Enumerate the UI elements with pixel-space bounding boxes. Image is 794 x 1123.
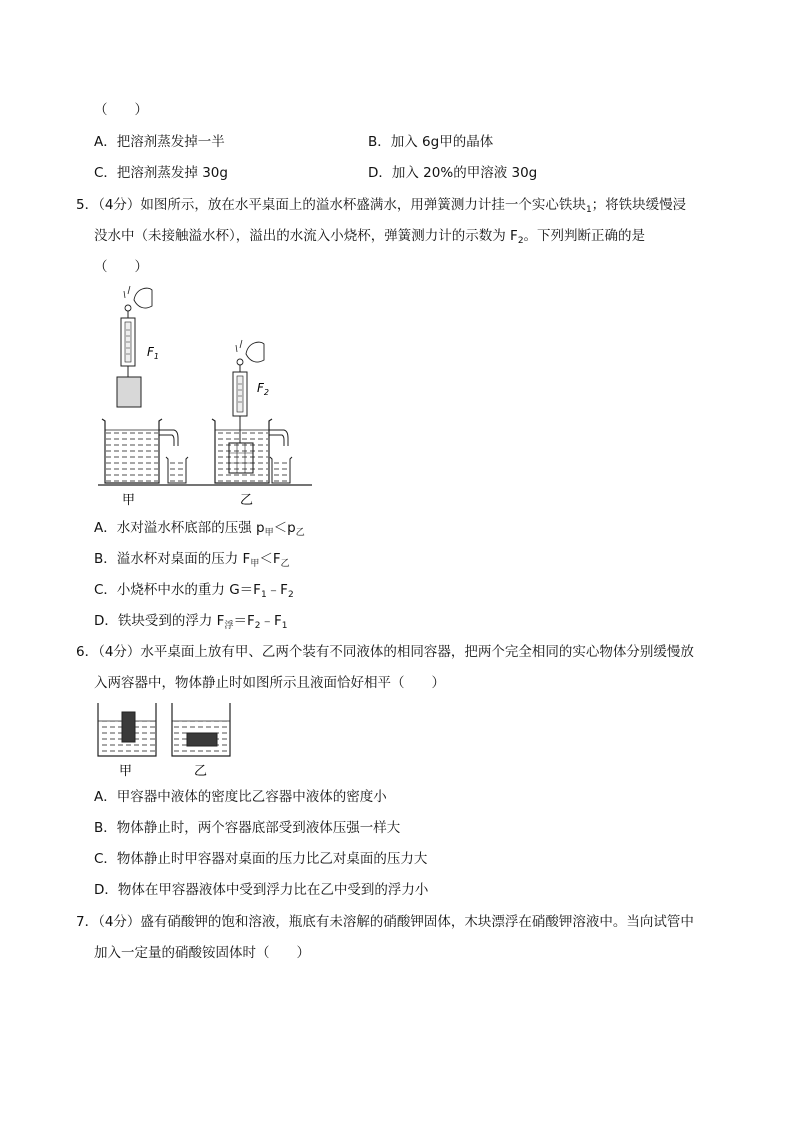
hand-icon-left: [124, 286, 152, 311]
q5-option-d: D．铁块受到的浮力 $F_浮=F_2﹣F_1$: [94, 613, 288, 631]
iron-block-left: [117, 377, 141, 407]
spring-scale-left: [121, 311, 135, 377]
q4-option-c: C．把溶剂蒸发掉 30g: [94, 165, 228, 181]
q7-stem-line1: 7．（4分）盛有硝酸钾的饱和溶液，瓶底有未溶解的硝酸钾固体，木块漂浮在硝酸钾溶液中。当向试管中: [76, 914, 694, 930]
label-yi-q6: 乙: [194, 764, 208, 779]
q6-option-b: B．物体静止时，两个容器底部受到液体压强一样大: [94, 820, 401, 836]
object-yi: [187, 733, 217, 746]
q4-paren: （ ）: [94, 102, 148, 118]
q5-stem-line2: 没水中（未接触溢水杯），溢出的水流入小烧杯，弹簧测力计的示数为 $F_2$。下列判断正确的是: [94, 228, 646, 246]
q5-option-b: B．溢水杯对桌面的压力 $F_甲<F_乙$: [94, 551, 290, 569]
object-jia: [122, 712, 135, 742]
q6-stem-line2: 入两容器中，物体静止时如图所示且液面恰好相平（ ）: [94, 675, 445, 691]
small-beaker-left: [166, 457, 188, 483]
f2-label: $F_2$: [257, 381, 269, 397]
label-jia-q6: 甲: [119, 764, 133, 779]
hand-icon-right: [236, 340, 264, 365]
small-beaker-right: [270, 457, 292, 483]
q7-stem-line2: 加入一定量的硝酸铵固体时（ ）: [94, 945, 310, 961]
overflow-cup-left: [102, 419, 178, 483]
q5-stem-line1: 5．（4分）如图所示，放在水平桌面上的溢水杯盛满水，用弹簧测力计挂一个实心铁块$_1$；将铁块缓慢浸: [76, 197, 687, 215]
q4-option-d: D．加入 20%的甲溶液 30g: [368, 165, 538, 181]
q4-option-b: B．加入 6g甲的晶体: [368, 134, 494, 150]
q5-paren: （ ）: [94, 259, 148, 275]
q5-option-a: A．水对溢水杯底部的压强 $p_甲<p_乙$: [94, 520, 305, 538]
label-jia-q5: 甲: [122, 493, 136, 508]
q6-figure: [94, 700, 244, 782]
label-yi-q5: 乙: [240, 493, 254, 508]
container-jia: [98, 703, 156, 756]
f1-label: $F_1$: [147, 345, 159, 361]
q4-option-a: A．把溶剂蒸发掉一半: [94, 134, 225, 150]
q6-option-c: C．物体静止时甲容器对桌面的压力比乙对桌面的压力大: [94, 851, 428, 867]
q5-figure: [90, 280, 320, 510]
q5-option-c: C．小烧杯中水的重力 $G=F_1﹣F_2$: [94, 582, 294, 600]
q6-stem-line1: 6．（4分）水平桌面上放有甲、乙两个装有不同液体的相同容器，把两个完全相同的实心物体分别缓慢放: [76, 644, 694, 660]
q6-option-a: A．甲容器中液体的密度比乙容器中液体的密度小: [94, 789, 387, 805]
q6-option-d: D．物体在甲容器液体中受到浮力比在乙中受到的浮力小: [94, 882, 429, 898]
container-yi: [172, 703, 230, 756]
